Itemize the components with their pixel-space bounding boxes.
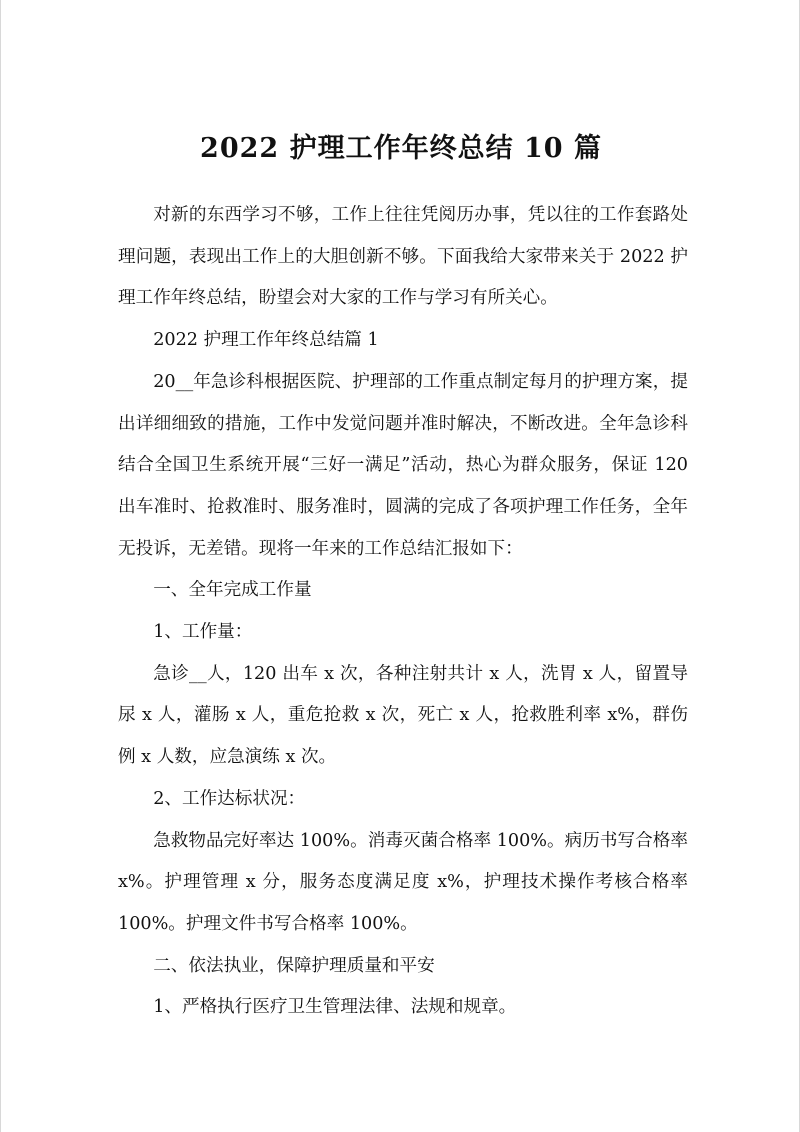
heading-workload: 1、工作量： [153, 622, 253, 643]
paragraph-overview: 20__年急诊科根据医院、护理部的工作重点制定每月的护理方案，提出详细细致的措施，工作中发觉问题并准时解决，不断改进。全年急诊科结合全国卫生系统开展“三好一满足”活动，热心为群众服务，保证 120 出车准时、抢救准时、服务准时，圆满的完成了各项护理工作任务，全年无投诉，无差错。现将一年来的工作总结汇报如下： [118, 371, 688, 559]
item-legal-regulations: 1、严格执行医疗卫生管理法律、法规和规章。 [153, 997, 517, 1018]
section-heading-part1: 2022 护理工作年终总结篇 1 [153, 330, 379, 351]
heading-legal-practice: 二、依法执业，保障护理质量和平安 [153, 955, 435, 976]
paragraph-workload: 急诊__人，120 出车 x 次，各种注射共计 x 人，洗胃 x 人，留置导尿 x 人，灌肠 x 人，重危抢救 x 次，死亡 x 人，抢救胜利率 x%，群伤例 x 人数，应急演练 x 次。 [118, 663, 688, 768]
heading-standards: 2、工作达标状况： [153, 788, 306, 809]
paragraph-intro: 对新的东西学习不够，工作上往往凭阅历办事，凭以往的工作套路处理问题，表现出工作上的大胆创新不够。下面我给大家带来关于 2022 护理工作年终总结，盼望会对大家的工作与学习有所关心。 [118, 205, 688, 309]
document-body [118, 195, 688, 1029]
document-title: 2022 护理工作年终总结 10 篇 [200, 133, 602, 164]
paragraph-standards: 急救物品完好率达 100%。消毒灭菌合格率 100%。病历书写合格率 x%。护理管理 x 分，服务态度满足度 x%，护理技术操作考核合格率 100%。护理文件书写合格率 100%。 [118, 830, 688, 934]
heading-workload-section: 一、全年完成工作量 [153, 580, 312, 601]
